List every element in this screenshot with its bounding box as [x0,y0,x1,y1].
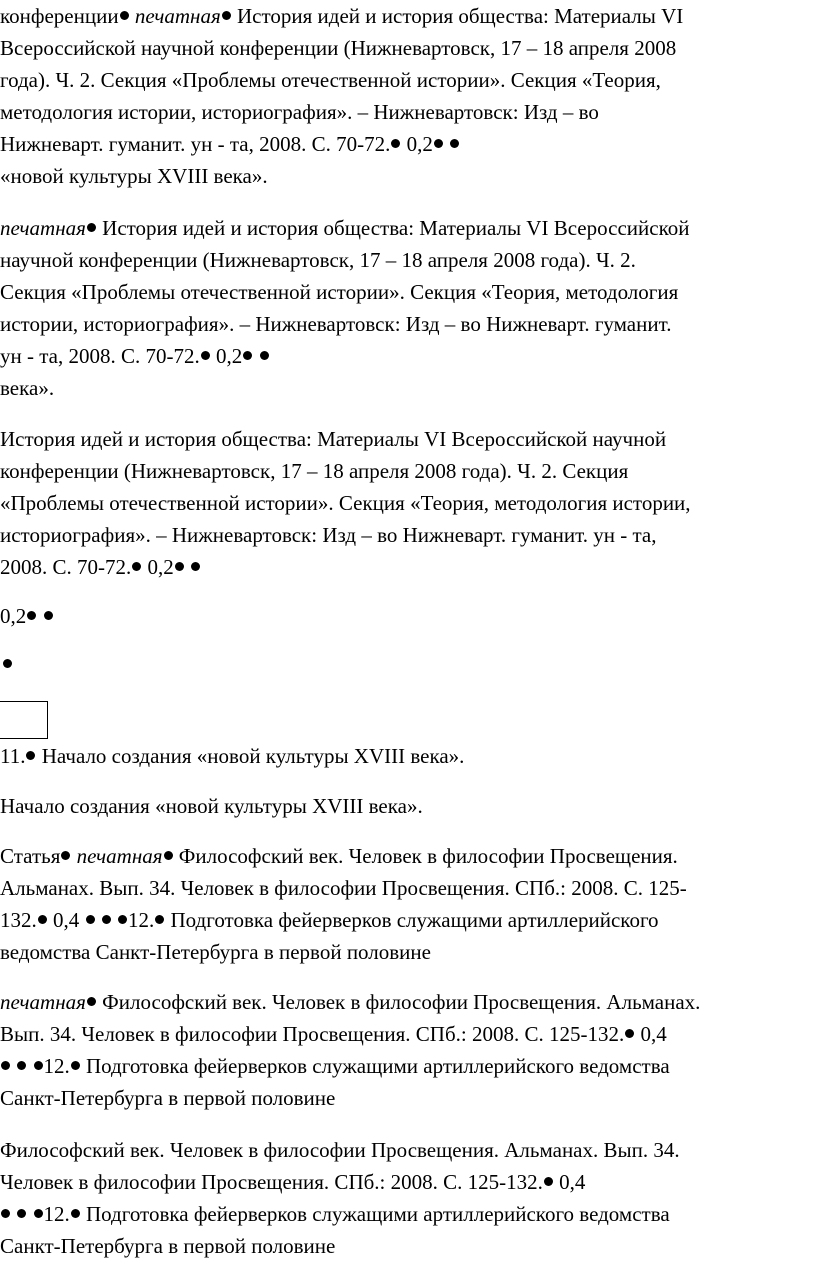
paragraph-4 [0,600,816,632]
text-line [0,64,816,96]
bullet-icon [164,851,173,860]
text-run: Подготовка фейерверков служащими артиллерийского [165,908,659,932]
text-run: 12. [43,1202,70,1226]
paragraph-6 [0,790,816,822]
text-run: 0,4 [47,908,85,932]
text-line [0,519,816,551]
bullet-icon [34,1061,43,1070]
italic-text: печатная [134,4,221,28]
paragraph-1 [0,0,816,192]
text-line [0,790,816,822]
bullet-icon [87,997,96,1006]
bullet-icon [1,1209,10,1218]
bullet-icon [102,915,111,924]
paragraph-2 [0,212,816,404]
bullet-icon [243,351,252,360]
text-line [0,0,816,32]
italic-text: печатная [0,216,86,240]
text-run [11,1202,16,1226]
text-run: методология истории, историография». – Нижневартовск: Изд – во [0,100,599,124]
text-line [0,96,816,128]
text-run [112,908,117,932]
bullet-icon [86,915,95,924]
text-line [0,244,816,276]
bullet-icon [17,1209,26,1218]
paragraph-9 [0,1134,816,1262]
text-line [0,1230,816,1262]
text-run: Статья [0,844,61,868]
paragraph-3 [0,423,816,583]
text-run: «новой культуры XVIII века». [0,164,268,188]
text-line [0,986,816,1018]
bullet-icon [391,139,400,148]
bullet-icon [38,915,47,924]
text-run: научной конференции (Нижневартовск, 17 – 18 апреля 2008 года). Ч. 2. [0,248,636,272]
text-run: ведомства Санкт-Петербурга в первой половине [0,940,431,964]
text-run: Человек в философии Просвещения. СПб.: 2008. С. 125-132. [0,1170,543,1194]
bullet-icon [544,1177,553,1186]
text-run: конференции (Нижневартовск, 17 – 18 апреля 2008 года). Ч. 2. Секция [0,459,629,483]
text-run: 2008. С. 70-72. [0,555,132,579]
text-run [444,132,449,156]
paragraph-7 [0,840,816,968]
text-run: История идей и история общества: Материалы VI Всероссийской [96,216,690,240]
text-line [0,904,816,936]
text-line [0,160,816,192]
text-line [0,372,816,404]
text-run: историография». – Нижневартовск: Изд – во Нижневарт. гуманит. ун - та, [0,523,657,547]
text-line [0,1050,816,1082]
paragraph-8 [0,986,816,1114]
text-run: Вып. 34. Человек в философии Просвещения. СПб.: 2008. С. 125-132. [0,1022,625,1046]
bullet-icon [61,851,70,860]
bullet-icon [201,351,210,360]
bullet-icon [132,562,141,571]
empty-box [0,701,48,739]
text-run: 12. [43,1054,70,1078]
text-line [0,1198,816,1230]
bullet-icon [71,1061,80,1070]
text-line [0,308,816,340]
bullet-icon [434,139,443,148]
text-line [0,340,816,372]
text-line [0,1018,816,1050]
text-run: конференции [0,4,119,28]
text-run: Философский век. Человек в философии Просвещения. Альманах. [96,990,701,1014]
text-run: 12. [128,908,155,932]
text-line [0,551,816,583]
bullet-icon [222,11,231,20]
bullet-icon [175,562,184,571]
text-line [0,487,816,519]
text-line [0,1082,816,1114]
bullet-icon [26,751,35,760]
text-run: Санкт-Петербурга в первой половине [0,1234,336,1258]
text-line [0,212,816,244]
text-run: Санкт-Петербурга в первой половине [0,1086,336,1110]
text-run: «Проблемы отечественной истории». Секция «Теория, методология истории, [0,491,691,515]
text-run [11,1054,16,1078]
bullet-icon [120,11,129,20]
text-run: 0,2 [210,344,243,368]
text-line [0,32,816,64]
bullet-icon [1,1061,10,1070]
text-run [96,908,101,932]
bullet-icon [260,351,269,360]
italic-text: печатная [76,844,163,868]
text-run [185,555,190,579]
text-line [0,455,816,487]
text-run [37,604,42,628]
text-run [27,1054,32,1078]
bullet-icon [44,611,53,620]
bullet-icon [87,223,96,232]
bullet-icon [71,1209,80,1218]
text-line [0,936,816,968]
text-run: История идей и история общества: Материалы VI [231,4,684,28]
text-run: 0,4 [635,1022,667,1046]
text-run: Философский век. Человек в философии Просвещения. Альманах. Вып. 34. [0,1138,680,1162]
text-line [0,128,816,160]
text-run: года). Ч. 2. Секция «Проблемы отечественной истории». Секция «Теория, [0,68,661,92]
bullet-icon [450,139,459,148]
text-run: Секция «Проблемы отечественной истории». Секция «Теория, методология [0,280,679,304]
text-run: Всероссийской научной конференции (Нижневартовск, 17 – 18 апреля 2008 [0,36,677,60]
bullet-icon [27,611,36,620]
bullet-icon [118,915,127,924]
text-line [0,1134,816,1166]
text-line [0,600,816,632]
text-line [0,276,816,308]
bullet-icon [34,1209,43,1218]
text-run: Начало создания «новой культуры XVIII века». [36,744,465,768]
text-line [0,840,816,872]
text-run: Подготовка фейерверков служащими артиллерийского ведомства [80,1054,670,1078]
paragraph-5 [0,740,816,772]
text-run: История идей и история общества: Материалы VI Всероссийской научной [0,427,667,451]
text-run: 0,2 [142,555,174,579]
text-run: 132. [0,908,37,932]
bullet-icon [625,1029,634,1038]
text-line [0,423,816,455]
text-line [0,872,816,904]
text-run [253,344,258,368]
text-run: 11. [0,744,26,768]
text-line [0,740,816,772]
text-run: века». [0,376,55,400]
text-run: истории, историография». – Нижневартовск: Изд – во Нижневарт. гуманит. [0,312,672,336]
bullet-icon [3,659,12,668]
italic-text: печатная [0,990,86,1014]
bullet-icon [17,1061,26,1070]
text-run: Альманах. Вып. 34. Человек в философии Просвещения. СПб.: 2008. С. 125- [0,876,687,900]
text-run: ун - та, 2008. С. 70-72. [0,344,200,368]
text-run: 0,2 [0,604,27,628]
bullet-icon [191,562,200,571]
text-run: Философский век. Человек в философии Просвещения. [173,844,678,868]
text-line [0,1166,816,1198]
text-run: Подготовка фейерверков служащими артиллерийского ведомства [80,1202,670,1226]
text-run [27,1202,32,1226]
text-run: Начало создания «новой культуры XVIII века». [0,794,423,818]
text-run: 0,2 [401,132,433,156]
bullet-icon [155,915,164,924]
text-run: 0,4 [553,1170,586,1194]
text-run: Нижневарт. гуманит. ун - та, 2008. С. 70-72. [0,132,391,156]
